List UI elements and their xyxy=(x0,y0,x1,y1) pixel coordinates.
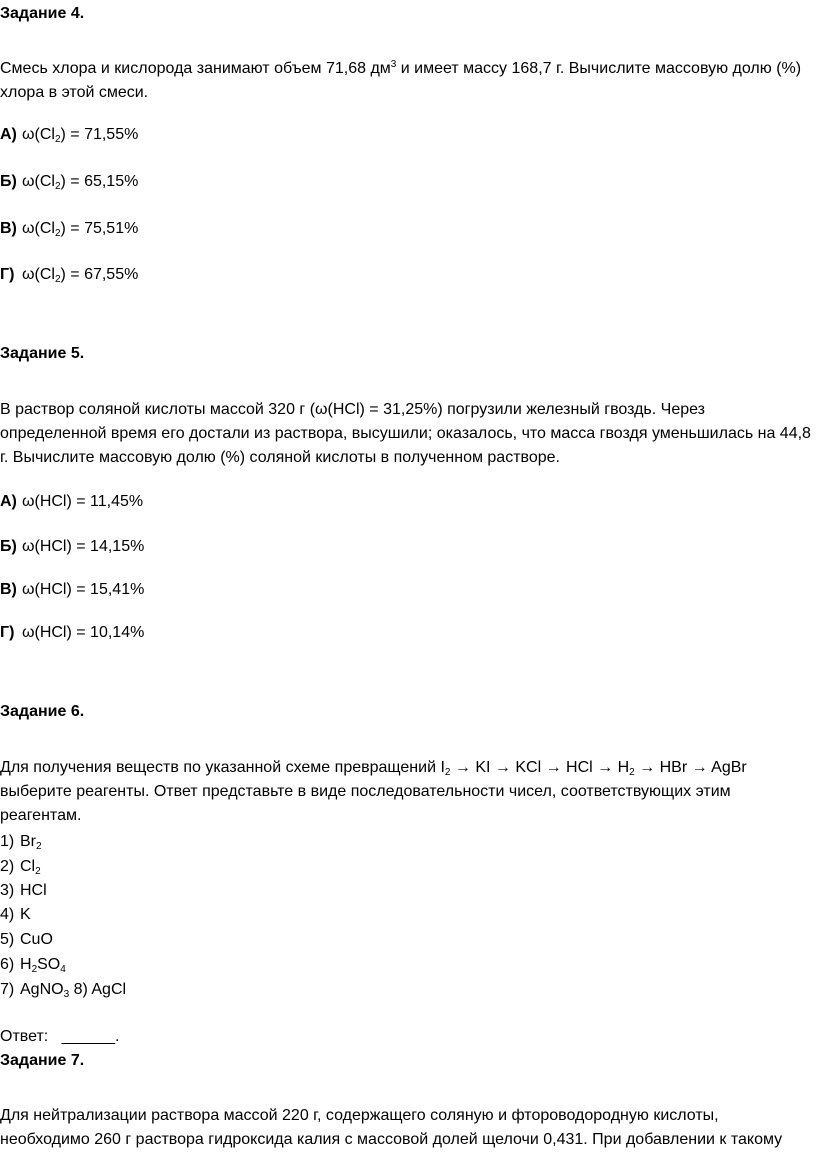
answer-label: Ответ: xyxy=(0,1028,49,1045)
task7-text-line1: Для нейтрализации раствора массой 220 г, содержащего соляную и фтороводородную кислоты, xyxy=(0,1107,719,1124)
task5-option-d: Г) ω(HCl) = 10,14% xyxy=(0,624,145,641)
task5-option-c: В) ω(HCl) = 15,41% xyxy=(0,581,145,598)
task6-reagent-7: 7) AgNO$_3$ 8) AgCl xyxy=(0,981,127,1000)
task4-option-a: А) $\omega(Cl_2) = 71,55\%$ xyxy=(0,126,139,145)
task5-title: Задание 5. xyxy=(0,345,85,362)
task6-answer xyxy=(0,1025,119,1049)
answer-blank: ______. xyxy=(61,1028,120,1045)
task5-option-a: А) ω(HCl) = 11,45% xyxy=(0,493,144,510)
task6-reagent-3: 3) HCl xyxy=(0,882,47,899)
task5-text-line2: определенной время его достали из раствора, высушили; оказалось, что масса гвоздя уменьшилась на 44,8 xyxy=(0,425,811,442)
task6-title: Задание 6. xyxy=(0,703,85,720)
task6-text-line3: реагентам. xyxy=(0,807,82,824)
task6-text-line2: выберите реагенты. Ответ представьте в виде последовательности чисел, соответствующих этим xyxy=(0,783,731,800)
task5-option-b: Б) ω(HCl) = 14,15% xyxy=(0,538,145,555)
task6-reagent-5: 5) CuO xyxy=(0,931,53,948)
task6-text-line1: Для получения веществ по указанной схеме превращений $I_2$ → KI → KCl → HCl → $H_2$ → HBr → AgBr xyxy=(0,759,747,778)
task4-option-b: Б) $\omega(Cl_2) = 65,15\%$ xyxy=(0,173,139,192)
task4-text-line2: хлора в этой смеси. xyxy=(0,84,149,101)
task4-title: Задание 4. xyxy=(0,5,85,22)
task4-text-line1: Смесь хлора и кислорода занимают объем 71,68 $дм^3$ и имеет массу 168,7 г. Вычислите массовую долю (%) xyxy=(0,59,802,77)
task5-text-line1: В раствор соляной кислоты массой 320 г (ω(HCl) = 31,25%) погрузили железный гвоздь. Через xyxy=(0,401,705,418)
task7-text-line2: необходимо 260 г раствора гидроксида калия с массовой долей щелочи 0,431. При добавлении к такому xyxy=(0,1131,783,1148)
task6-reagent-4: 4) K xyxy=(0,906,31,923)
task4-option-d: Г) $\omega(Cl_2) = 67,55\%$ xyxy=(0,266,139,285)
task4-option-c: В) $\omega(Cl_2) = 75,51\%$ xyxy=(0,220,139,239)
task7-title: Задание 7. xyxy=(0,1052,85,1069)
task6-reagent-6: 6) $H_2SO_4$ xyxy=(0,956,66,975)
task6-reagent-1: 1) $Br_2$ xyxy=(0,833,42,852)
task6-reagent-2: 2) $Cl_2$ xyxy=(0,858,41,877)
task5-text-line3: г. Вычислите массовую долю (%) соляной кислоты в полученном растворе. xyxy=(0,449,560,466)
